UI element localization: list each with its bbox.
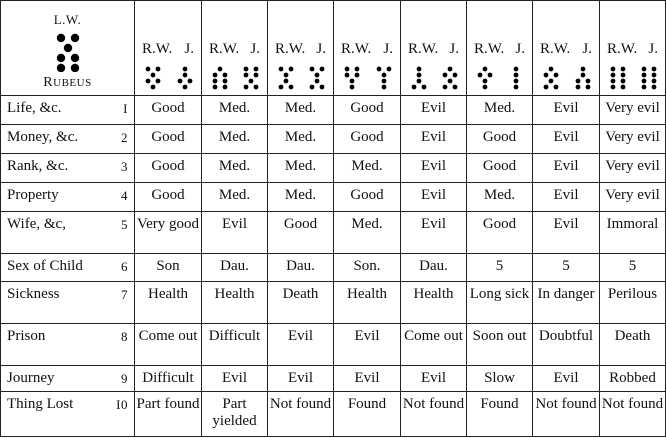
table-cell: Med. [202,183,268,212]
header-row [1,1,666,96]
fortuna-minor-figure [309,66,325,90]
table-cell: Good [334,183,401,212]
table-cell: Very good [135,212,202,253]
rw-label: R.W. [275,41,306,57]
row-label: Property [7,187,59,204]
table-row [1,281,666,323]
acquisitio-figure [145,66,161,90]
table-cell: Not found [401,391,467,436]
table-cell: Perilous [600,281,666,323]
table-cell: Evil [268,365,334,391]
table-cell: 5 [467,253,533,281]
table-cell: Not found [533,391,600,436]
rw-j-labels [600,41,665,58]
table-cell: Difficult [202,323,268,365]
table-cell: Long sick [467,281,533,323]
table-cell: Evil [334,365,401,391]
amissio-figure [442,66,458,90]
table-cell: Med. [202,125,268,154]
row-label-cell [1,125,135,154]
cauda-figure [376,66,392,90]
table-cell: Good [334,96,401,125]
table-cell: Dau. [268,253,334,281]
row-number: 4 [121,188,128,204]
j-label: J. [383,41,393,57]
table-cell: Health [401,281,467,323]
table-cell: 5 [533,253,600,281]
figure-pair [202,58,267,90]
puer-b-figure [575,66,591,90]
figure-pair [401,58,466,90]
row-number: 8 [121,328,128,344]
table-cell: Good [135,96,202,125]
table-row [1,365,666,391]
rw-j-labels [401,41,466,58]
row-label: Journey [7,369,55,386]
table-cell: Dau. [401,253,467,281]
table-cell: Evil [268,323,334,365]
row-number: 9 [121,370,128,386]
table-cell: Med. [268,96,334,125]
rubeus-figure [51,32,85,72]
lw-label: L.W. [53,12,82,27]
table-cell: Part found [135,391,202,436]
rw-label: R.W. [341,41,372,57]
carcer-figure [543,66,559,90]
table-cell: Very evil [600,183,666,212]
row-label-cell [1,253,135,281]
figure-pair [533,58,599,90]
table-cell: Good [467,154,533,183]
figure-pair [268,58,333,90]
table-cell: Good [268,212,334,253]
row-label-cell [1,183,135,212]
table-cell: Med. [202,154,268,183]
table-cell: Part yielded [202,391,268,436]
table-cell: Not found [600,391,666,436]
row-label-cell [1,323,135,365]
table-cell: Med. [268,183,334,212]
rw-j-labels [334,41,400,58]
table-cell: Med. [334,212,401,253]
j-label: J. [582,41,592,57]
table-cell: Good [334,125,401,154]
table-cell: Evil [533,365,600,391]
table-cell: Good [135,154,202,183]
table-cell: Good [467,125,533,154]
table-row [1,154,666,183]
rubeus-label: RUBEUS [43,75,92,90]
rw-j-labels [467,41,532,58]
table-cell: Immoral [600,212,666,253]
row-number: I [123,101,128,117]
table-cell: Health [334,281,401,323]
row-label: Money, &c. [7,129,79,146]
table-cell: Health [202,281,268,323]
caput-figure [243,66,259,90]
row-label-cell [1,96,135,125]
table-cell: Slow [467,365,533,391]
table-cell: Found [334,391,401,436]
column-header-1 [135,1,202,96]
row-label: Prison [7,327,46,344]
table-cell: Evil [401,96,467,125]
row-number: 2 [121,130,128,146]
row-label: Wife, &c, [7,216,66,233]
j-label: J. [449,41,459,57]
column-header-4 [334,1,401,96]
via-figure [508,66,524,90]
laetitia-figure [212,66,228,90]
row-number: 5 [121,217,128,233]
table-cell: Very evil [600,96,666,125]
figure-pair [135,58,201,90]
table-cell: Robbed [600,365,666,391]
table-cell: Very evil [600,125,666,154]
table-cell: Son. [334,253,401,281]
column-header-6 [467,1,533,96]
rw-label: R.W. [474,41,505,57]
table-cell: Good [135,125,202,154]
column-header-3 [268,1,334,96]
table-cell: Soon out [467,323,533,365]
table-cell: Med. [467,96,533,125]
row-label: Sickness [7,285,60,302]
rw-j-labels [533,41,599,58]
column-header-2 [202,1,268,96]
table-cell: In danger [533,281,600,323]
j-label: J. [184,41,194,57]
table-row [1,253,666,281]
populus-figure [610,66,626,90]
table-cell: Med. [268,154,334,183]
rw-j-labels [202,41,267,58]
rw-label: R.W. [408,41,439,57]
table-cell: Med. [268,125,334,154]
table-cell: Evil [533,212,600,253]
table-cell: Come out [135,323,202,365]
j-label: J. [316,41,326,57]
column-header-5 [401,1,467,96]
corner-cell [1,1,135,96]
j-label: J. [515,41,525,57]
table-cell: Evil [533,183,600,212]
rw-label: R.W. [607,41,638,57]
j-label: J. [648,41,658,57]
row-number: 7 [121,286,128,302]
rw-label: R.W. [209,41,240,57]
table-cell: Evil [533,125,600,154]
table-cell: Evil [401,183,467,212]
rw-j-labels [268,41,333,58]
conjunctio-figure [278,66,294,90]
row-label-cell [1,365,135,391]
table-cell: Found [467,391,533,436]
table-cell: Not found [268,391,334,436]
row-number: 6 [121,258,128,274]
figure-pair [467,58,532,90]
table-cell: Doubtful [533,323,600,365]
table-cell: Dau. [202,253,268,281]
table-cell: Evil [202,365,268,391]
table-cell: Health [135,281,202,323]
table-cell: Good [467,212,533,253]
row-number: 3 [121,159,128,175]
table-cell: Med. [334,154,401,183]
table-cell: Med. [467,183,533,212]
table-cell: Evil [401,154,467,183]
table-cell: Med. [202,96,268,125]
table-row [1,212,666,253]
table-cell: Difficult [135,365,202,391]
table-cell: Good [135,183,202,212]
table-row [1,96,666,125]
j-label: J. [250,41,260,57]
column-header-8 [600,1,666,96]
row-label: Rank, &c. [7,158,69,175]
table-cell: Evil [533,96,600,125]
row-label: Life, &c. [7,100,62,117]
column-header-7 [533,1,600,96]
table-row [1,125,666,154]
populus-b-figure [641,66,657,90]
row-label-cell [1,281,135,323]
table-cell: Death [268,281,334,323]
row-label: Thing Lost [7,395,74,412]
rw-j-labels [135,41,201,58]
row-label-cell [1,212,135,253]
table-cell: Very evil [600,154,666,183]
table-cell: Evil [401,125,467,154]
table-cell: Come out [401,323,467,365]
row-label-cell [1,391,135,436]
rubeus-w-figure [344,66,360,90]
table-row [1,323,666,365]
table-cell: 5 [600,253,666,281]
table-row [1,391,666,436]
table-cell: Evil [533,154,600,183]
table-cell: Evil [202,212,268,253]
rw-label: R.W. [142,41,173,57]
puer-figure [177,66,193,90]
table-cell: Son [135,253,202,281]
figure-pair [334,58,400,90]
table-cell: Evil [401,212,467,253]
puella-figure [477,66,493,90]
row-number: I0 [116,396,128,412]
rw-label: R.W. [540,41,571,57]
table-cell: Evil [401,365,467,391]
table-cell: Evil [334,323,401,365]
row-label: Sex of Child [7,257,83,274]
row-label-cell [1,154,135,183]
table-row [1,183,666,212]
figure-pair [600,58,665,90]
table-cell: Death [600,323,666,365]
tristitia-figure [411,66,427,90]
